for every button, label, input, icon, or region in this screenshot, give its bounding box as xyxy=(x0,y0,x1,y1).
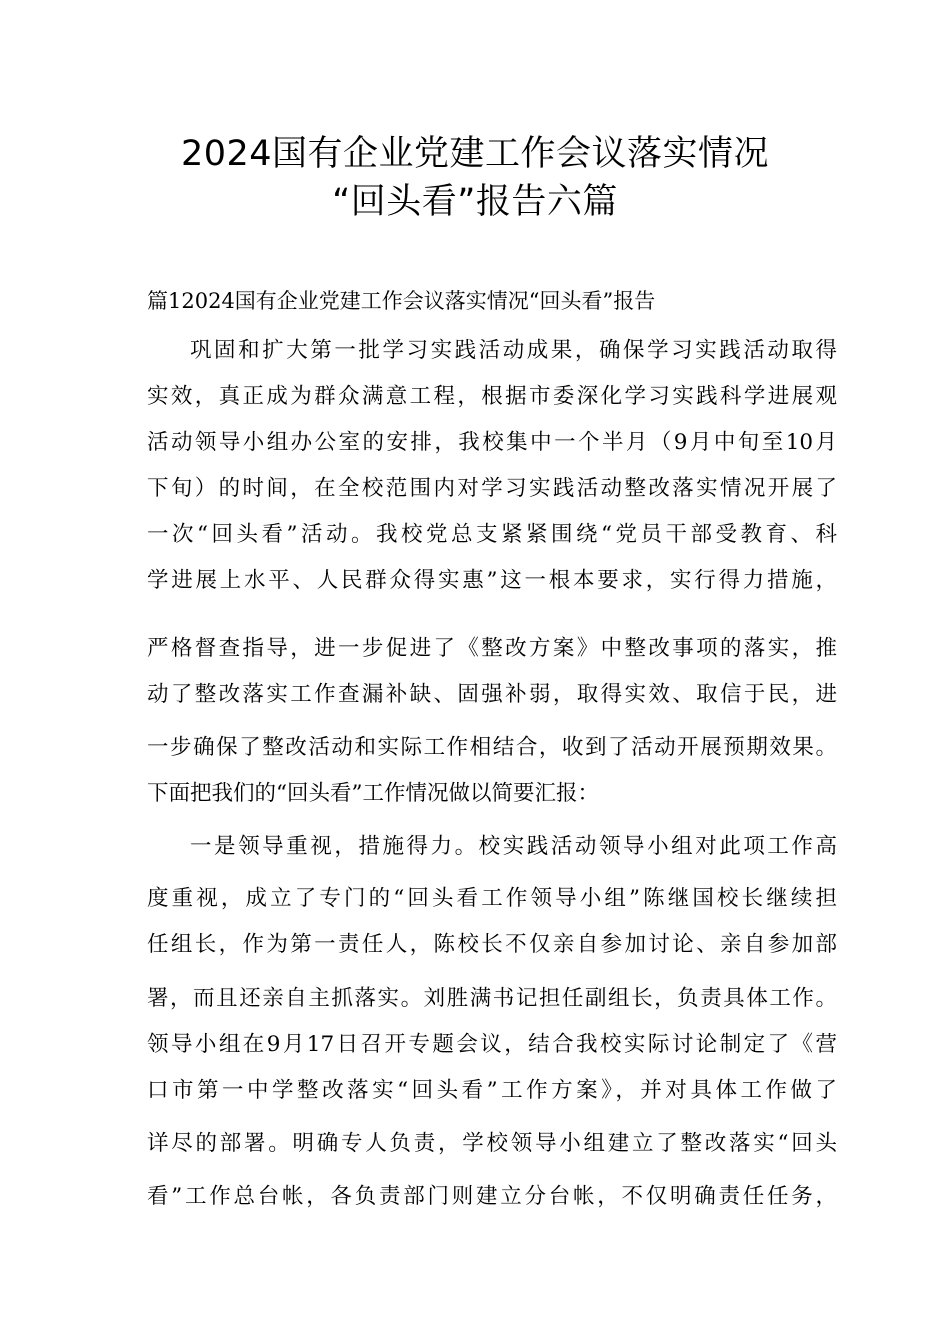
body-line: 活动领导小组办公室的安排，我校集中一个半月（9月中旬至10月 xyxy=(147,430,837,455)
body-line: 任组长，作为第一责任人，陈校长不仅亲自参加讨论、亲自参加部 xyxy=(147,932,837,957)
body-line: 领导小组在9月17日召开专题会议，结合我校实际讨论制定了《营 xyxy=(147,1032,837,1057)
body-line: 下旬）的时间，在全校范围内对学习实践活动整改落实情况开展了 xyxy=(147,476,837,501)
body-line: 严格督查指导，进一步促进了《整改方案》中整改事项的落实，推 xyxy=(147,636,837,661)
body-line: 署，而且还亲自主抓落实。刘胜满书记担任副组长，负责具体工作。 xyxy=(147,986,837,1011)
body-line: 一次“回头看”活动。我校党总支紧紧围绕“党员干部受教育、科 xyxy=(147,522,837,547)
title-line-2: “回头看”报告六篇 xyxy=(332,182,618,222)
body-line: 度重视，成立了专门的“回头看工作领导小组”陈继国校长继续担 xyxy=(147,886,837,911)
body-line: 详尽的部署。明确专人负责，学校领导小组建立了整改落实“回头 xyxy=(147,1131,837,1156)
body-line: 一步确保了整改活动和实际工作相结合，收到了活动开展预期效果。 xyxy=(147,735,837,760)
body-line: 动了整改落实工作查漏补缺、固强补弱，取得实效、取信于民，进 xyxy=(147,682,837,707)
title-line-1: 2024国有企业党建工作会议落实情况 xyxy=(180,134,770,174)
body-line: 下面把我们的“回头看”工作情况做以简要汇报： xyxy=(147,781,599,806)
body-line: 一是领导重视，措施得力。校实践活动领导小组对此项工作高 xyxy=(190,834,837,859)
body-line: 学进展上水平、人民群众得实惠”这一根本要求，实行得力措施， xyxy=(147,568,837,593)
body-line: 实效，真正成为群众满意工程，根据市委深化学习实践科学进展观 xyxy=(147,384,837,409)
body-line: 口市第一中学整改落实“回头看”工作方案》，并对具体工作做了 xyxy=(147,1078,837,1103)
body-line: 看”工作总台帐，各负责部门则建立分台帐，不仅明确责任任务， xyxy=(147,1184,837,1209)
section-heading: 篇12024国有企业党建工作会议落实情况“回头看”报告 xyxy=(147,289,656,313)
body-line: 巩固和扩大第一批学习实践活动成果，确保学习实践活动取得 xyxy=(190,338,837,363)
